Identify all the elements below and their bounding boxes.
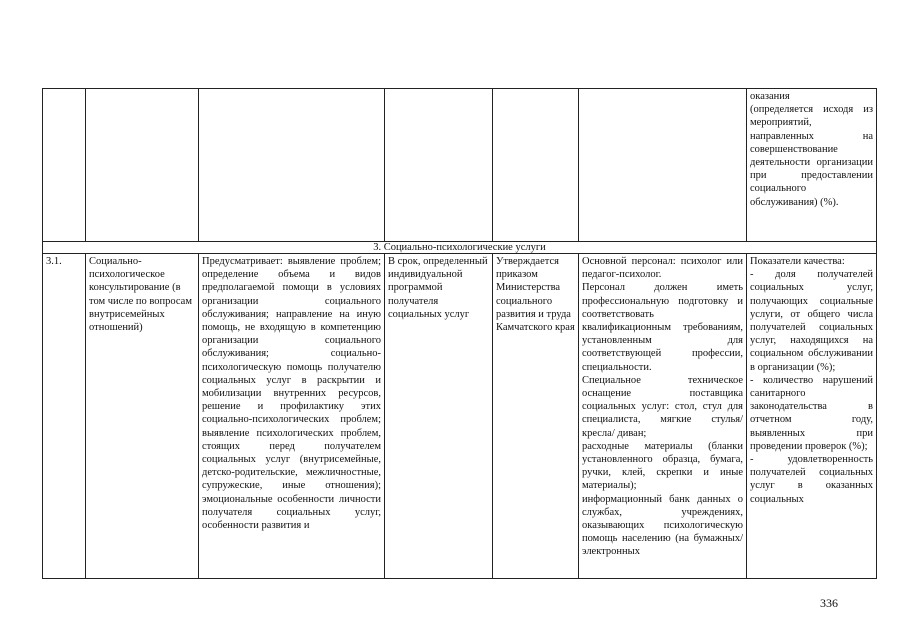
table-cell — [493, 89, 579, 242]
table-cell — [86, 89, 199, 242]
table-cell — [43, 89, 86, 242]
service-description: Предусматривает: выявление проблем; определение объема и видов предполагаемой помощи в условиях организации социального обслуживания; направление на иную помощь, не входящую в компетенцию организации социального обслуживания; социально-психологическую помощь получателю социальных услуг в раскрытии и мобилизации внутренних ресурсов, решение и профилактику этих социально-психологических проблем; выявление психологических проблем, стоящих перед получателем социальных услуг (внутрисемейные, детско-родительские, межличностные, супружеские, иные отношения); эмоциональные особенности личности получателя социальных услуг, особенности развития и — [199, 254, 385, 579]
table-cell — [579, 89, 747, 242]
service-name: Социально-психологическое консультирование (в том числе по вопросам внутрисемейных отношений) — [86, 254, 199, 579]
quality-indicator-cell: оказания (определяется исходя из мероприятий, направленных на совершенствование деятельности организации при предоставлении социального обслуживания) (%). — [747, 89, 877, 242]
services-table — [42, 88, 877, 579]
table-row — [43, 254, 877, 579]
page-number: 336 — [820, 596, 838, 610]
table-cell — [199, 89, 385, 242]
service-conditions: Основной персонал: психолог или педагог-психолог. Персонал должен иметь профессиональную подготовку и соответствовать квалификационным требованиям, установленным для соответствующей профессии, специальности. Специальное техническое оснащение поставщика социальных услуг: стол, стул для специалиста, мягкие стулья/ кресла/ диван; расходные материалы (бланки установленного образца, бумага, ручки, клей, скрепки и иные материалы); информационный банк данных о службах, учреждениях, оказывающих психологическую помощь населению (на бумажных/электронных — [579, 254, 747, 579]
service-number: 3.1. — [43, 254, 86, 579]
table-row-previous — [43, 89, 877, 242]
service-quality-indicators: Показатели качества: - доля получателей социальных услуг, получающих социальные услуги, от общего числа получателей социальных услуг, находящихся на социальном обслуживании в организации (%); - количество нарушений санитарного законодательства в отчетном году, выявленных при проведении проверок (%); - удовлетворенность получателей социальных услуг в оказанных социальных — [747, 254, 877, 579]
table-cell — [385, 89, 493, 242]
section-title: 3. Социально-психологические услуги — [43, 242, 877, 254]
section-header-row — [43, 242, 877, 254]
service-tariff: Утверждается приказом Министерства социального развития и труда Камчатского края — [493, 254, 579, 579]
service-term: В срок, определенный индивидуальной программой получателя социальных услуг — [385, 254, 493, 579]
